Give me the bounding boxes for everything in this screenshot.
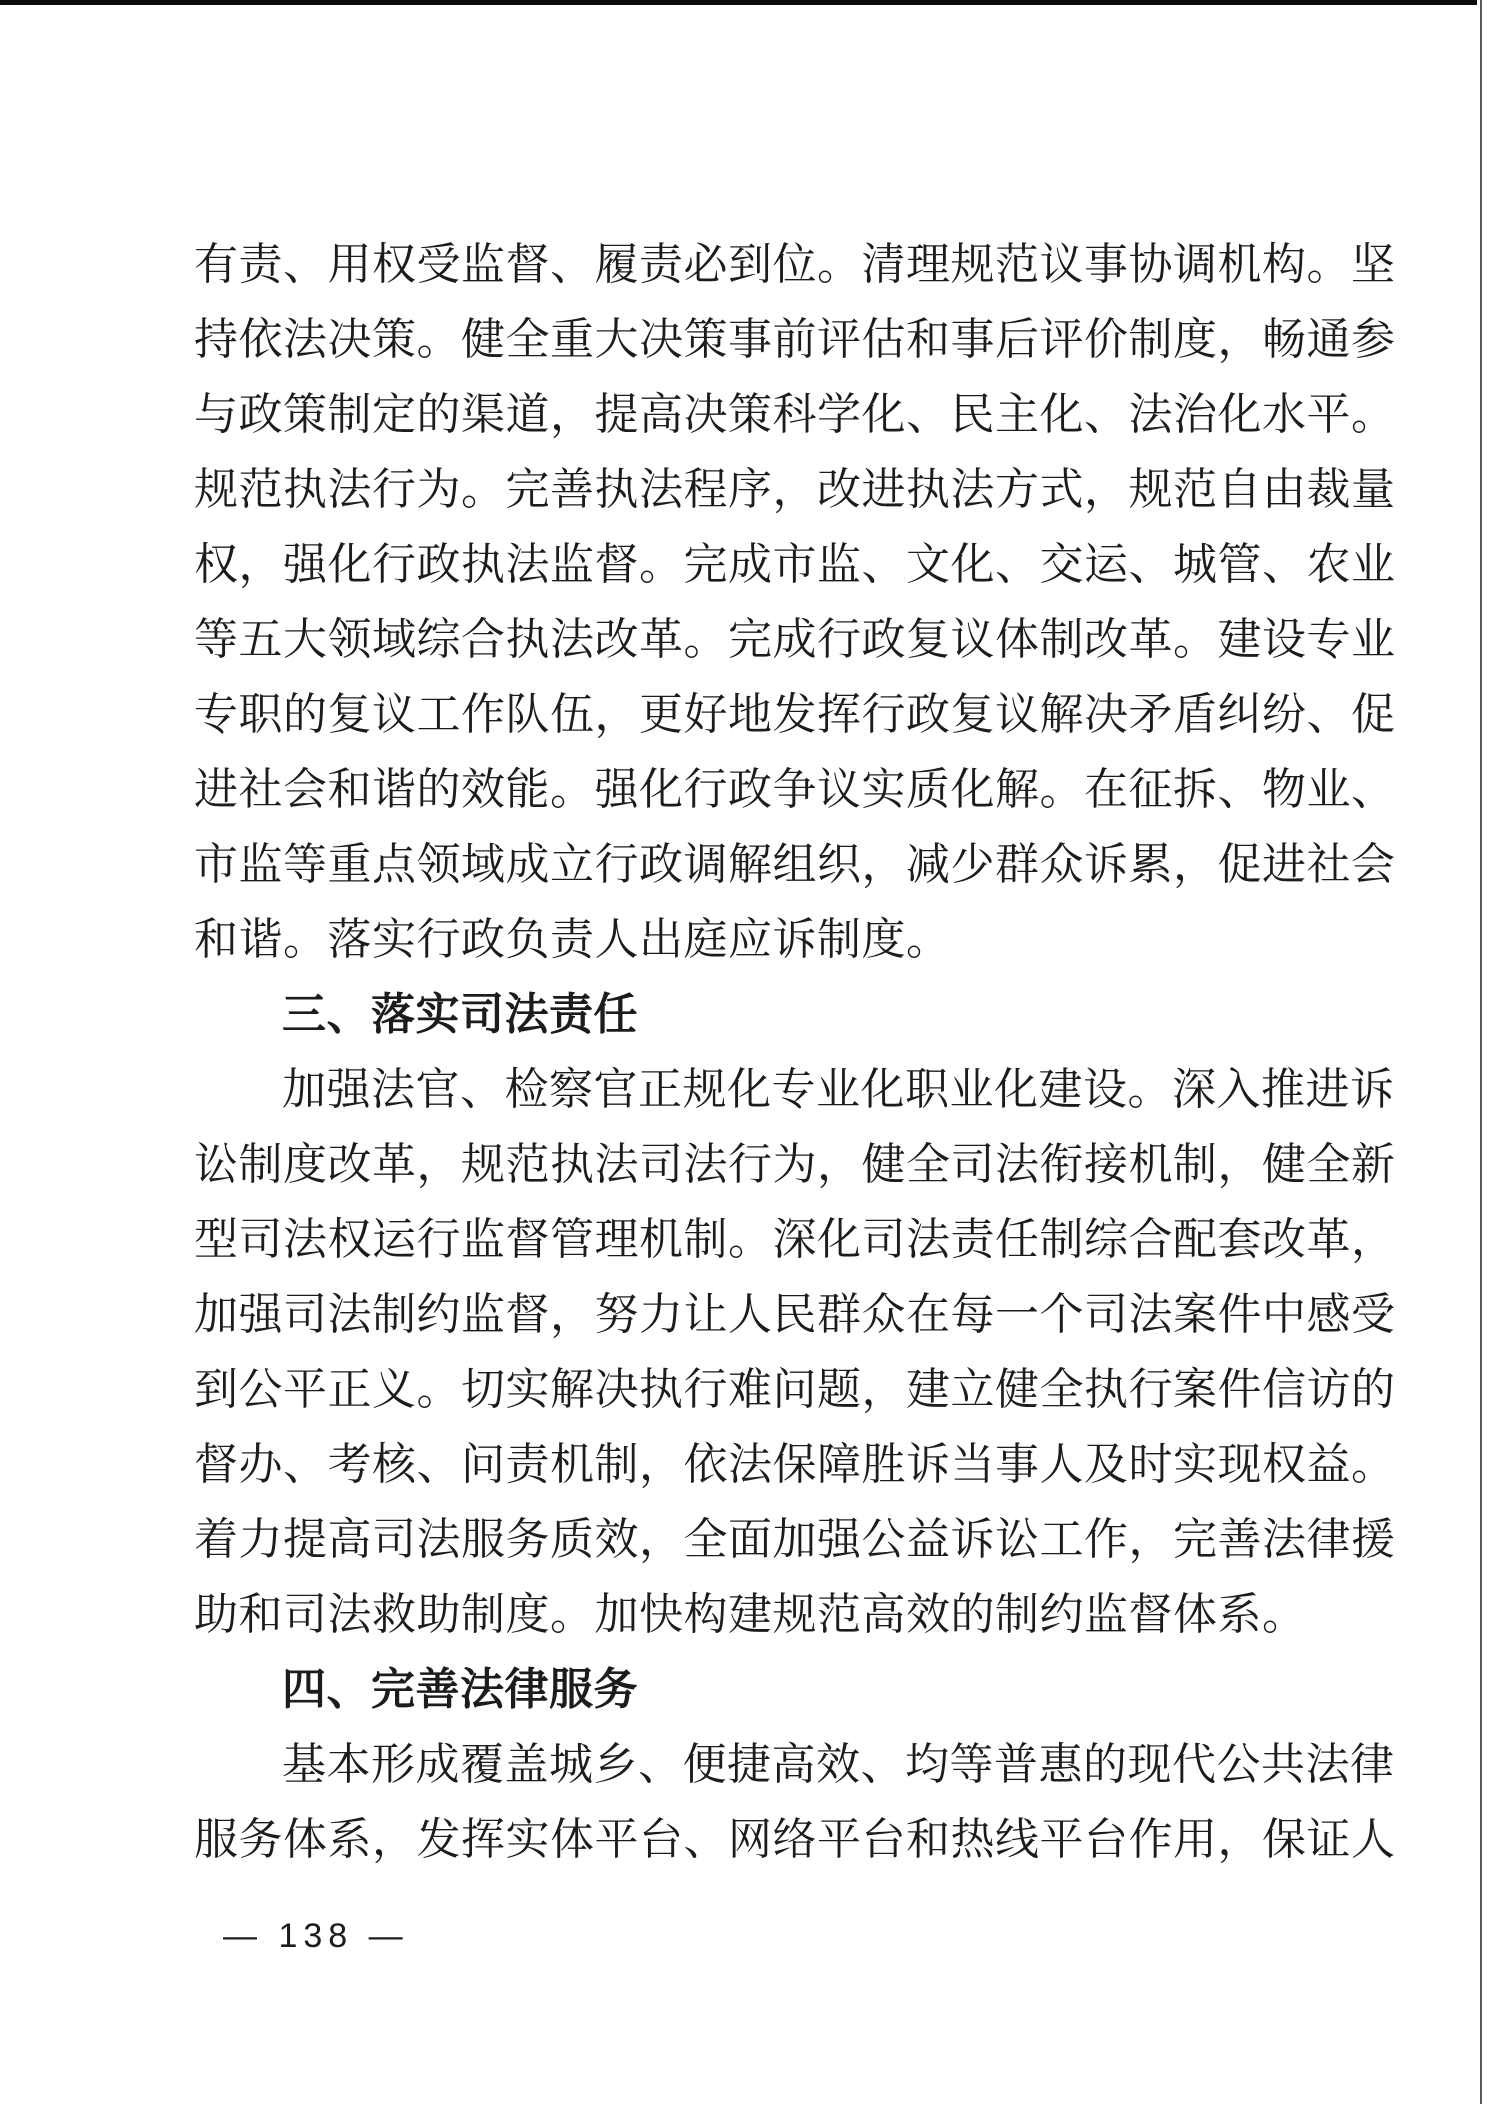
text-line: 规范执法行为。完善执法程序，改进执法方式，规范自由裁量 bbox=[194, 465, 1396, 514]
text-line: 基本形成覆盖城乡、便捷高效、均等普惠的现代公共法律 bbox=[282, 1740, 1395, 1789]
text-line: 加强法官、检察官正规化专业化职业化建设。深入推进诉 bbox=[282, 1065, 1395, 1114]
scan-top-edge bbox=[0, 0, 1477, 5]
text-line: 和谐。落实行政负责人出庭应诉制度。 bbox=[194, 915, 951, 964]
text-line: 市监等重点领域成立行政调解组织，减少群众诉累，促进社会 bbox=[194, 840, 1396, 889]
text-line: 等五大领域综合执法改革。完成行政复议体制改革。建设专业 bbox=[194, 615, 1396, 664]
page-number: — 138 — bbox=[223, 1917, 409, 1955]
scan-right-edge-line bbox=[1480, 0, 1482, 2104]
text-line: 加强司法制约监督，努力让人民群众在每一个司法案件中感受 bbox=[194, 1290, 1396, 1339]
text-line: 与政策制定的渠道，提高决策科学化、民主化、法治化水平。 bbox=[194, 390, 1396, 439]
text-line: 督办、考核、问责机制，依法保障胜诉当事人及时实现权益。 bbox=[194, 1440, 1396, 1489]
text-line: 专职的复议工作队伍，更好地发挥行政复议解决矛盾纠纷、促 bbox=[194, 690, 1396, 739]
text-line: 助和司法救助制度。加快构建规范高效的制约监督体系。 bbox=[194, 1590, 1307, 1639]
text-line: 讼制度改革，规范执法司法行为，健全司法衔接机制，健全新 bbox=[194, 1140, 1396, 1189]
text-line: 到公平正义。切实解决执行难问题，建立健全执行案件信访的 bbox=[194, 1365, 1396, 1414]
section-heading: 三、落实司法责任 bbox=[282, 990, 638, 1039]
text-line: 进社会和谐的效能。强化行政争议实质化解。在征拆、物业、 bbox=[194, 765, 1396, 814]
document-body bbox=[194, 227, 1394, 1877]
text-line: 持依法决策。健全重大决策事前评估和事后评价制度，畅通参 bbox=[194, 315, 1396, 364]
text-line: 型司法权运行监督管理机制。深化司法责任制综合配套改革， bbox=[194, 1215, 1396, 1264]
text-line: 权，强化行政执法监督。完成市监、文化、交运、城管、农业 bbox=[194, 540, 1396, 589]
text-line: 服务体系，发挥实体平台、网络平台和热线平台作用，保证人 bbox=[194, 1815, 1396, 1864]
text-line: 有责、用权受监督、履责必到位。清理规范议事协调机构。坚 bbox=[194, 240, 1396, 289]
section-heading: 四、完善法律服务 bbox=[282, 1665, 638, 1714]
text-line: 着力提高司法服务质效，全面加强公益诉讼工作，完善法律援 bbox=[194, 1515, 1396, 1564]
